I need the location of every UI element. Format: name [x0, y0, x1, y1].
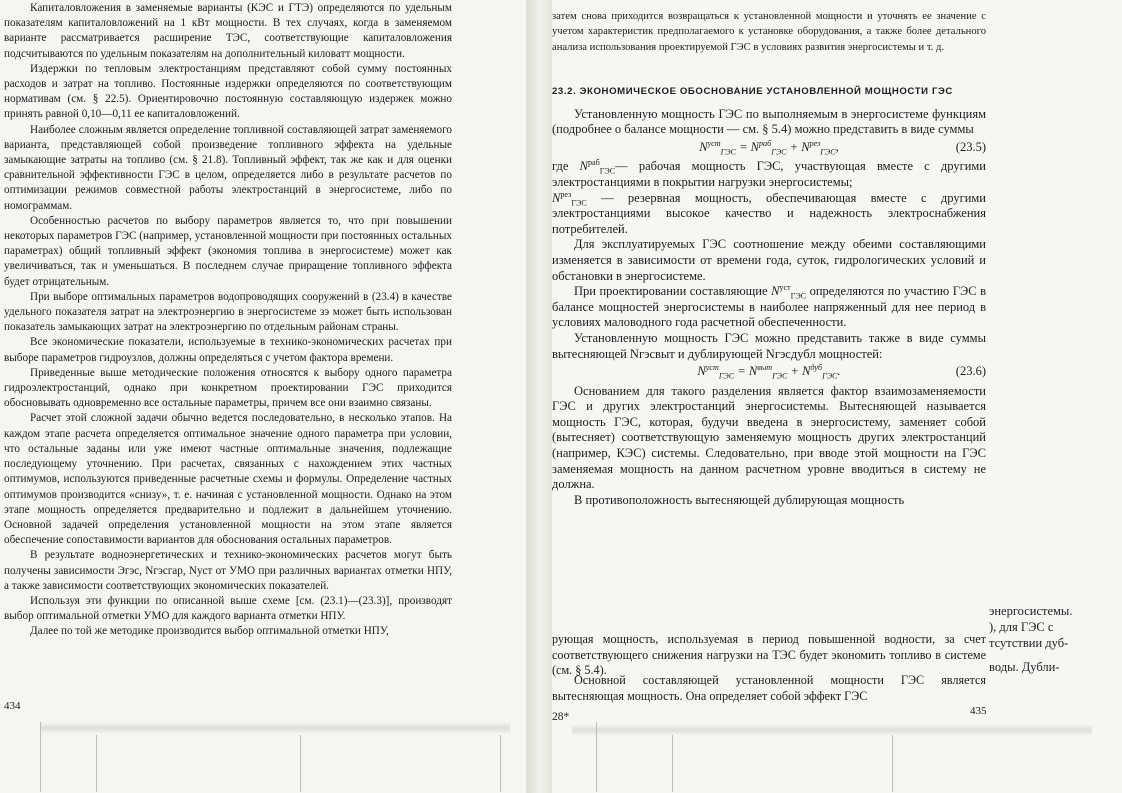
- section-heading: 23.2. ЭКОНОМИЧЕСКОЕ ОБОСНОВАНИЕ УСТАНОВЛЕННОЙ МОЩНОСТИ ГЭС: [552, 86, 953, 97]
- formula-23-6: $N^{уст}_{ГЭС} = N^{выт}_{ГЭС} + N^{дуб}_{ГЭС}$. (23.6): [697, 362, 986, 381]
- right-paragraph-5: Установленную мощность ГЭС можно представить также в виде суммы вытесняющей Nгэсвыт и дублирующей Nгэсдубл мощностей:: [552, 330, 986, 361]
- left-paragraph-11: Далее по той же методике производится выбор оптимальной отметки НПУ,: [30, 625, 389, 638]
- right-page: [552, 0, 1122, 793]
- scan-edge-mark: [672, 735, 673, 792]
- left-paragraph-6: Все экономические показатели, используемые в технико-экономических расчетах при выборе параметров гидроузлов, должны определяться с учетом фактора времени.: [4, 336, 452, 364]
- right-paragraph-2a: где $N^{раб}_{ГЭС}—$ рабочая мощность ГЭС, участвующая вместе с другими электростанциями в покрытии нагрузки энергосистемы;: [552, 158, 986, 189]
- right-intro-text: затем снова приходится возвращаться к установленной мощности и уточнять ее значение с учетом характеристик предполагаемого к установке оборудования, а также более детального анализа использования проектируемой ГЭС в условиях развития энергосистемы и т. д.: [552, 11, 986, 53]
- formula-number: (23.5): [955, 139, 986, 154]
- left-paragraph-10: Используя эти функции по описанной выше схеме [см. (23.1)—(23.3)], производят выбор оптимальной отметки УМО для каждого варианта отметки НПУ.: [4, 594, 452, 623]
- right-paragraph-1: Установленную мощность ГЭС по выполняемым в энергосистеме функциям (подробнее о балансе мощности — см. § 5.4) можно представить в виде суммы: [552, 106, 986, 137]
- left-paragraph-9: В результате водноэнергетических и технико-экономических расчетов могут быть получены зависимости Эгэс, Nгэсгар, Nуст от УМО при различных вариантах отметки НПУ, а также зависимости соответствующих экономических показателей.: [4, 549, 452, 592]
- right-paragraph-2b: $N^{рез}_{ГЭС}$ — резервная мощность, обеспечивающая вместе с другими электростанциями высокое качество и надежность электроснабжения потребителей.: [552, 189, 986, 236]
- fragment-text-1: рующая мощность, используемая в период повышенной водности, за счет соответствующего снижения нагрузки на ТЭС будет экономить топливо в системе (см. § 5.4).: [552, 632, 986, 678]
- scan-edge-mark: [40, 722, 41, 792]
- right-paragraph-3: Для эксплуатируемых ГЭС соотношение между обеими составляющими изменяется в зависимости от времени года, суток, гидрологических условий и обстановки в энергосистеме.: [552, 237, 986, 283]
- left-paragraph-1: Капиталовложения в заменяемые варианты (КЭС и ГТЭ) определяются по удельным показателям капиталовложений на 1 кВт мощности. В тех случаях, когда в заменяемом варианте рассматривается расширение ТЭС, соответствующие капиталовложения подсчитываются по удельным показателям на дополнительный киловатт мощности.: [4, 2, 452, 60]
- scan-edge-mark: [500, 735, 501, 792]
- scan-shadow: [572, 724, 1092, 736]
- left-text-column: [4, 1, 452, 640]
- right-page-number: 435: [970, 705, 987, 717]
- signature-mark: 28*: [552, 711, 570, 723]
- side-fragment: воды. Дубли-: [989, 660, 1060, 674]
- left-page: [0, 0, 526, 793]
- right-paragraph-4: При проектировании составляющие $N^{уст}_{ГЭС}$ определяются по участию ГЭС в балансе мощностей энергосистемы в наиболее напряженный для нее период в условиях маловодного года расчетной обеспеченности.: [552, 282, 986, 330]
- side-fragment: энергосистемы.: [989, 604, 1073, 618]
- fragment-text-2: Основной составляющей установленной мощности ГЭС является вытесняющая мощность. Она определяет собой эффект ГЭС: [552, 673, 986, 703]
- right-paragraph-7: В противоположность вытесняющей дублирующая мощность: [574, 492, 905, 507]
- scan-edge-mark: [300, 735, 301, 792]
- left-paragraph-3: Наиболее сложным является определение топливной составляющей затрат заменяемого варианта, представляющей собой произведение топливного эффекта на удельные замыкающие затраты на топливо (см. § 21.8). Топливный эффект, так же как и для оценки сравнительной эффективности ГЭС в целом, определяется либо в результате расчетов по оптимизации режимов совместной работы электростанций в энергосистеме, либо по номограммам.: [4, 123, 452, 212]
- side-fragment: ), для ГЭС с: [989, 620, 1054, 634]
- left-paragraph-7: Приведенные выше методические положения относятся к выбору одного параметра гидроэлектростанций, однако при конкретном проектировании ГЭС приходится обосновывать одновременно все остальные параметры, причем все они взаимно связаны.: [4, 366, 452, 410]
- scan-shadow: [40, 722, 510, 734]
- scan-edge-mark: [96, 735, 97, 792]
- right-intro: [552, 9, 986, 55]
- left-paragraph-8: Расчет этой сложной задачи обычно ведется последовательно, в несколько этапов. На каждом этапе расчета определяется оптимальное значение одного параметра при условии, что остальные заданы или уже имеют частные оптимальные значения, подлежащие последующему уточнению. При расчетах, связанных с нахождением этих частных оптимумов, используются приведенные расчетные схемы и формулы. Определение частных оптимумов производится «снизу», т. е. начиная с установленной мощности. Однако на этом этапе мощность определяется предварительно и подлежит в дальнейшем уточнению. Основной задачей определения установленной мощности на этом этапе является обеспечение сопоставимости вариантов для обоснования остальных параметров.: [4, 412, 452, 547]
- right-text-column: [552, 86, 986, 508]
- side-fragment: тсутствии дуб-: [989, 636, 1069, 650]
- formula-23-5: $N^{уст}_{ГЭС} = N^{раб}_{ГЭС} + N^{рез}_{ГЭС}$, (23.5): [699, 138, 986, 157]
- formula-number: (23.6): [955, 364, 986, 379]
- left-paragraph-2: Издержки по тепловым электростанциям представляют собой сумму постоянных расходов и затрат на топливо. Постоянные издержки определяются по соответствующим нормативам (см. § 22.5). Ориентировочно постоянную составляющую издержек можно принять равной 0,10—0,11 ее капиталовложений.: [4, 62, 452, 121]
- book-gutter: [526, 0, 552, 793]
- left-paragraph-4: Особенностью расчетов по выбору параметров является то, что при повышении некоторых параметров ГЭС (например, установленной мощности при постоянных остальных параметрах) общий топливный эффект (экономия топлива в энергосистеме) может как увеличиваться, так и уменьшаться. В последнем случае приращение топливного эффекта будет отрицательным.: [4, 214, 452, 288]
- left-paragraph-5: При выборе оптимальных параметров водопроводящих сооружений в (23.4) в качестве удельного показателя затрат на электроэнергию в энергосистеме зэ может быть использован показатель замыкающих затрат на электроэнергию по отдельным районам страны.: [4, 290, 452, 334]
- scan-edge-mark: [596, 722, 597, 792]
- right-paragraph-6: Основанием для такого разделения является фактор взаимозаменяемости ГЭС и других электростанций энергосистемы. Вытесняющей называется мощность ГЭС, которая, будучи введена в энергосистему, заменяет собой (вытесняет) соответствующую заменяемую мощность других электростанций (например, КЭС) системы. Следовательно, при вводе этой мощности на ГЭС заменяемая мощность на данном расчетном уровне вводиться в систему не должна.: [552, 383, 986, 492]
- left-page-number: 434: [4, 700, 21, 712]
- scan-edge-mark: [892, 735, 893, 792]
